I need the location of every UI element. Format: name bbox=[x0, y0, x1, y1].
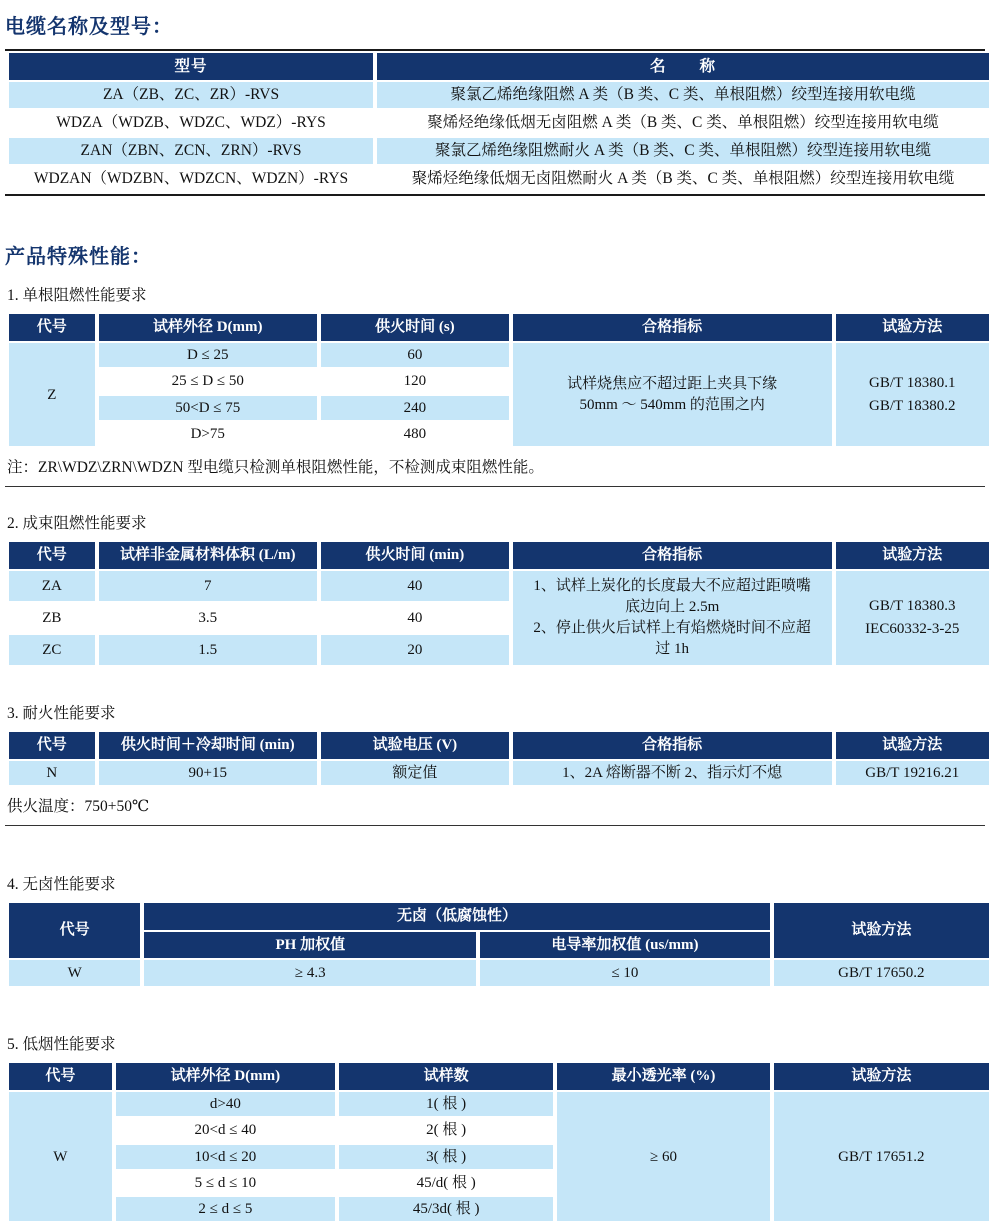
diameter-cell: 5 ≤ d ≤ 10 bbox=[116, 1171, 335, 1195]
time-cell: 90+15 bbox=[99, 761, 317, 785]
section-heading-fire-resist: 3. 耐火性能要求 bbox=[7, 704, 116, 722]
header-row bbox=[9, 314, 989, 341]
column-header-halogen-group: 无卤（低腐蚀性） bbox=[144, 903, 769, 930]
diameter-cell: 2 ≤ d ≤ 5 bbox=[116, 1197, 335, 1221]
table-row bbox=[9, 138, 989, 164]
criteria-line: 2、停止供火后试样上有焰燃烧时间不应超 bbox=[533, 619, 811, 636]
column-header-criteria: 合格指标 bbox=[513, 732, 832, 759]
criteria-line: 过 1h bbox=[655, 640, 690, 657]
method-cell: GB/T 17651.2 bbox=[774, 1092, 989, 1221]
column-header-code: 代号 bbox=[9, 1063, 112, 1090]
volume-cell: 1.5 bbox=[99, 635, 317, 665]
diameter-cell: D ≤ 25 bbox=[99, 343, 317, 367]
model-cell: ZA（ZB、ZC、ZR）-RVS bbox=[102, 85, 280, 103]
code-cell: ZB bbox=[9, 603, 95, 633]
fire-resist-note: 供火温度：750+50℃ bbox=[5, 787, 985, 826]
code-cell: W bbox=[9, 960, 140, 986]
column-header-time: 供火时间＋冷却时间 (min) bbox=[99, 732, 317, 759]
code-cell: W bbox=[9, 1092, 112, 1221]
column-header-method: 试验方法 bbox=[774, 1063, 989, 1090]
column-header-diameter: 试样外径 D(mm) bbox=[99, 314, 317, 341]
voltage-cell: 额定值 bbox=[321, 761, 509, 785]
name-cell: 聚氯乙烯绝缘阻燃 A 类（B 类、C 类、单根阻燃）绞型连接用软电缆 bbox=[450, 85, 916, 103]
section-heading-bunched-flame: 2. 成束阻燃性能要求 bbox=[7, 515, 147, 533]
count-cell: 45/3d( 根 ) bbox=[339, 1197, 553, 1221]
criteria-line: 50mm ～ 540mm 的范围之内 bbox=[579, 396, 765, 413]
table-row bbox=[9, 1092, 989, 1116]
model-cell: WDZAN（WDZBN、WDZCN、WDZN）-RYS bbox=[33, 169, 349, 187]
count-cell: 2( 根 ) bbox=[339, 1118, 553, 1142]
section-heading-halogen-free: 4. 无卤性能要求 bbox=[7, 875, 116, 893]
volume-cell: 7 bbox=[99, 571, 317, 601]
header-row bbox=[9, 53, 989, 80]
diameter-cell: d>40 bbox=[116, 1092, 335, 1116]
diameter-cell: 25 ≤ D ≤ 50 bbox=[99, 369, 317, 393]
time-cell: 20 bbox=[321, 635, 509, 665]
halogen-free-table bbox=[5, 901, 990, 989]
method-line: GB/T 18380.1 bbox=[869, 375, 956, 392]
section-heading-low-smoke: 5. 低烟性能要求 bbox=[7, 1036, 116, 1054]
column-header-criteria: 合格指标 bbox=[513, 542, 832, 569]
method-line: GB/T 18380.2 bbox=[869, 397, 956, 414]
page-title-cable-names: 电缆名称及型号： bbox=[5, 16, 173, 38]
time-cell: 40 bbox=[321, 603, 509, 633]
cable-type-table bbox=[5, 51, 990, 194]
method-line: IEC60332-3-25 bbox=[865, 620, 960, 637]
column-header-voltage: 试验电压 (V) bbox=[321, 732, 509, 759]
name-cell: 聚氯乙烯绝缘阻燃耐火 A 类（B 类、C 类、单根阻燃）绞型连接用软电缆 bbox=[435, 141, 932, 159]
criteria-cell bbox=[513, 571, 832, 665]
criteria-cell bbox=[513, 343, 832, 446]
column-header-volume: 试样非金属材料体积 (L/m) bbox=[99, 542, 317, 569]
column-header-ph: PH 加权值 bbox=[144, 932, 476, 959]
count-cell: 3( 根 ) bbox=[339, 1145, 553, 1169]
method-cell bbox=[836, 343, 989, 446]
model-cell: ZAN（ZBN、ZCN、ZRN）-RVS bbox=[80, 141, 302, 159]
single-flame-note: 注：ZR\WDZ\ZRN\WDZN 型电缆只检测单根阻燃性能，不检测成束阻燃性能。 bbox=[5, 448, 985, 487]
diameter-cell: D>75 bbox=[99, 422, 317, 446]
section-heading-single-flame: 1. 单根阻燃性能要求 bbox=[7, 287, 147, 305]
column-header-method: 试验方法 bbox=[836, 732, 989, 759]
table-row bbox=[9, 343, 989, 367]
count-cell: 1( 根 ) bbox=[339, 1092, 553, 1116]
column-header-model: 型号 bbox=[9, 53, 373, 80]
name-cell: 聚烯烃绝缘低烟无卤阻燃耐火 A 类（B 类、C 类、单根阻燃）绞型连接用软电缆 bbox=[411, 169, 955, 187]
time-cell: 120 bbox=[321, 369, 509, 393]
time-cell: 480 bbox=[321, 422, 509, 446]
method-cell bbox=[836, 571, 989, 665]
criteria-line: 底边向上 2.5m bbox=[625, 598, 720, 615]
volume-cell: 3.5 bbox=[99, 603, 317, 633]
criteria-line: 试样烧焦应不超过距上夹具下缘 bbox=[567, 375, 778, 392]
header-row bbox=[9, 1063, 989, 1090]
ph-cell: ≥ 4.3 bbox=[144, 960, 476, 986]
code-cell: ZC bbox=[9, 635, 95, 665]
count-cell: 45/d( 根 ) bbox=[339, 1171, 553, 1195]
cable-type-table-wrap bbox=[5, 49, 985, 196]
header-row bbox=[9, 732, 989, 759]
name-cell: 聚烯烃绝缘低烟无卤阻燃 A 类（B 类、C 类、单根阻燃）绞型连接用软电缆 bbox=[427, 113, 939, 131]
table-row bbox=[9, 960, 989, 986]
bunched-flame-table bbox=[5, 540, 990, 667]
time-cell: 40 bbox=[321, 571, 509, 601]
model-cell: WDZA（WDZB、WDZC、WDZ）-RYS bbox=[56, 113, 326, 131]
table-row bbox=[9, 571, 989, 601]
code-cell: ZA bbox=[9, 571, 95, 601]
code-cell: Z bbox=[9, 343, 95, 446]
column-header-name: 名 称 bbox=[377, 53, 989, 80]
column-header-method: 试验方法 bbox=[836, 314, 989, 341]
column-header-code: 代号 bbox=[9, 903, 140, 959]
table-row bbox=[9, 761, 989, 785]
method-line: GB/T 18380.3 bbox=[869, 598, 956, 615]
column-header-method: 试验方法 bbox=[774, 903, 989, 959]
code-cell: N bbox=[9, 761, 95, 785]
page-title-special-props: 产品特殊性能： bbox=[5, 246, 152, 269]
column-header-time: 供火时间 (s) bbox=[321, 314, 509, 341]
column-header-transmittance: 最小透光率 (%) bbox=[557, 1063, 769, 1090]
transmittance-cell: ≥ 60 bbox=[557, 1092, 769, 1221]
diameter-cell: 50<D ≤ 75 bbox=[99, 396, 317, 420]
column-header-code: 代号 bbox=[9, 732, 95, 759]
header-row bbox=[9, 542, 989, 569]
method-cell: GB/T 19216.21 bbox=[836, 761, 989, 785]
column-header-conductivity: 电导率加权值 (us/mm) bbox=[480, 932, 769, 959]
column-header-count: 试样数 bbox=[339, 1063, 553, 1090]
table-row bbox=[9, 82, 989, 108]
column-header-code: 代号 bbox=[9, 314, 95, 341]
column-header-time: 供火时间 (min) bbox=[321, 542, 509, 569]
header-row bbox=[9, 903, 989, 930]
criteria-cell: 1、2A 熔断器不断 2、指示灯不熄 bbox=[513, 761, 832, 785]
low-smoke-table bbox=[5, 1061, 990, 1223]
conductivity-cell: ≤ 10 bbox=[480, 960, 769, 986]
method-cell: GB/T 17650.2 bbox=[774, 960, 989, 986]
single-flame-table bbox=[5, 312, 990, 448]
column-header-diameter: 试样外径 D(mm) bbox=[116, 1063, 335, 1090]
column-header-method: 试验方法 bbox=[836, 542, 989, 569]
time-cell: 240 bbox=[321, 396, 509, 420]
criteria-line: 1、试样上炭化的长度最大不应超过距喷嘴 bbox=[533, 577, 811, 594]
column-header-code: 代号 bbox=[9, 542, 95, 569]
table-row bbox=[9, 110, 989, 136]
diameter-cell: 10<d ≤ 20 bbox=[116, 1145, 335, 1169]
time-cell: 60 bbox=[321, 343, 509, 367]
column-header-criteria: 合格指标 bbox=[513, 314, 832, 341]
table-row bbox=[9, 166, 989, 192]
fire-resist-table bbox=[5, 730, 990, 787]
diameter-cell: 20<d ≤ 40 bbox=[116, 1118, 335, 1142]
